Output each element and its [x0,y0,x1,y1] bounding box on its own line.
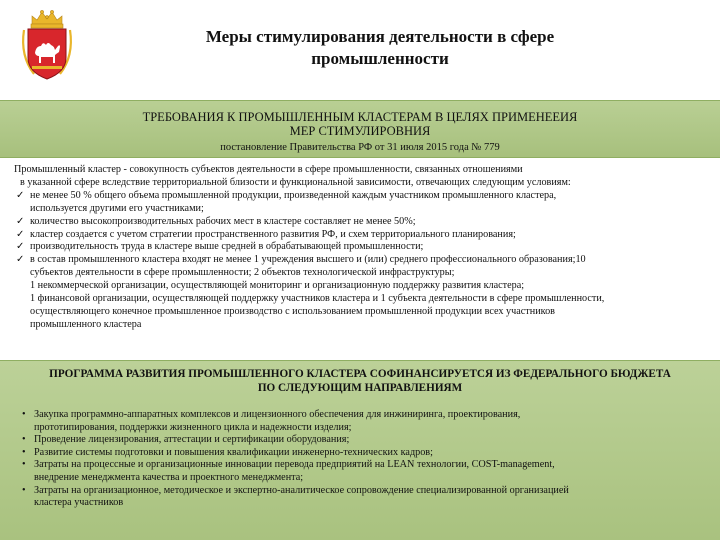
requirements-heading-line: ТРЕБОВАНИЯ К ПРОМЫШЛЕННЫМ КЛАСТЕРАМ В ЦЕЛЯХ ПРИМЕНЕЕИЯ [142,110,578,124]
funding-item [20,485,710,510]
conditions-list [14,190,710,332]
condition-line: используется другими его участниками; [30,202,204,214]
program-heading [20,367,700,395]
condition-line: субъектов деятельности в сфере промышленности; 2 объектов технологической инфраструктуры; [30,267,455,279]
bullet-icon: • [22,409,26,420]
program-heading-line: ПРОГРАММА РАЗВИТИЯ ПРОМЫШЛЕННОГО КЛАСТЕРА СОФИНАНСИРУЕТСЯ ИЗ ФЕДЕРАЛЬНОГО БЮДЖЕТА [49,368,671,380]
funding-item [20,434,710,447]
check-mark-icon: ✓ [16,228,25,240]
requirements-heading-line: МЕР СТИМУЛИРОВНИЯ [289,124,431,138]
check-mark-icon: ✓ [16,215,25,227]
funding-line: кластера участников [34,497,124,509]
condition-item [14,229,710,242]
title-line: промышленности [311,49,449,68]
page-title [120,26,640,70]
definition-line: Промышленный кластер - совокупность субъектов деятельности в сфере промышленности, связанных отношениями [14,164,523,175]
requirements-subtitle: постановление Правительства РФ от 31 июля 2015 года № 779 [220,142,500,153]
condition-item [14,241,710,254]
funding-line: Затраты на процессные и организационные инновации перевода предприятий на LEAN технологии, COST-management, [34,459,555,471]
funding-item [20,459,710,484]
funding-line: Затраты на организационное, методическое и экспертно-аналитическое сопровождение специализированной организацией [34,484,569,496]
check-mark-icon: ✓ [16,241,25,253]
title-line: Меры стимулирования деятельности в сфере [205,27,555,46]
bullet-icon: • [22,434,26,446]
condition-line: 1 некоммерческой организации, осуществляющей мониторинг и организационную поддержку развития кластера; [30,280,525,292]
funding-line: внедрение менеджмента качества и проектного менеджмента; [34,471,304,483]
condition-item [14,216,710,229]
condition-line: осуществляющего конечное промышленное производство с использованием промышленной продукции всех участников [30,305,555,317]
bullet-icon: • [22,484,26,496]
funding-line: Развитие системы подготовки и повышения квалификации инженерно-технических кадров; [34,446,433,458]
funding-line: прототипирования, поддержки жизненного цикла и надежности изделия; [34,421,352,433]
condition-line: 1 финансовой организации, осуществляющей поддержку участников кластера и 1 субъекта деятельности в сфере промышленности, [30,293,605,305]
funding-line: Закупка программно-аппаратных комплексов и лицензионного обеспечения для инжиниринга, проектирования, [34,409,521,420]
condition-item [14,190,710,216]
funding-item [20,409,710,434]
check-mark-icon: ✓ [16,254,25,266]
condition-item [14,254,710,331]
coat-of-arms-icon [18,8,76,84]
bullet-icon: • [22,446,26,458]
condition-line: промышленного кластера [30,318,142,330]
funding-directions-list [20,409,710,510]
program-heading-line: ПО СЛЕДУЮЩИМ НАПРАВЛЕНИЯМ [257,382,463,394]
condition-line: количество высокопроизводительных рабочих мест в кластере составляет не менее 50%; [30,215,416,227]
cluster-definition [14,164,710,332]
condition-line: в состав промышленного кластера входят не менее 1 учреждения высшего и (или) среднего профессионального образования;10 [30,254,586,266]
condition-line: кластер создается с учетом стратегии пространственного развития РФ, и схем территориального планирования; [30,228,516,240]
condition-line: не менее 50 % общего объема промышленной продукции, произведенной каждым участником промышленного кластера, [30,189,557,201]
condition-line: производительность труда в кластере выше средней в обрабатывающей промышленности; [30,241,424,253]
definition-line: в указанной сфере вследствие территориальной близости и функциональной зависимости, отвечающих следующим условиям: [20,176,571,188]
requirements-heading [70,110,650,138]
funding-item [20,447,710,460]
bullet-icon: • [22,459,26,471]
check-mark-icon: ✓ [16,189,25,201]
funding-line: Проведение лицензирования, аттестации и сертификации оборудования; [34,434,350,446]
